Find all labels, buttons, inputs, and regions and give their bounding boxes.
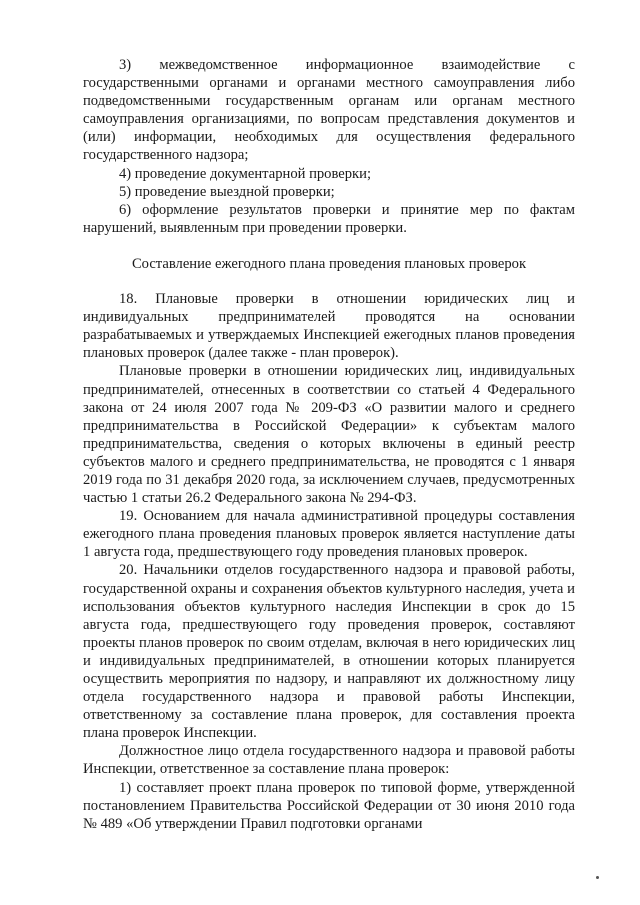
- paragraph-20-item-1: 1) составляет проект плана проверок по типовой форме, утвержденной постановлением Правительства Российской Федерации от 30 июня 2010 года № 489 «Об утверждении Правил подготовки органами: [83, 779, 575, 832]
- scan-speck: [596, 876, 599, 879]
- list-item-6: 6) оформление результатов проверки и принятие мер по фактам нарушений, выявленным при проведении проверки.: [83, 201, 575, 236]
- list-item-4: 4) проведение документарной проверки;: [119, 165, 372, 182]
- paragraph-18: 18. Плановые проверки в отношении юридических лиц и индивидуальных предпринимателей проводятся на основании разрабатываемых и утверждаемых Инспекцией ежегодных планов проведения плановых проверок (далее также - план проверок).: [83, 291, 575, 362]
- paragraph-19: 19. Основанием для начала административной процедуры составления ежегодного плана проведения плановых проверок является наступление даты 1 августа года, предшествующего году проведения плановых проверок.: [83, 508, 575, 561]
- list-item-5: 5) проведение выездной проверки;: [119, 183, 335, 200]
- paragraph-20: 20. Начальники отделов государственного надзора и правовой работы, государственной охраны и сохранения объектов культурного наследия, учета и использования объектов культурного наследия Инспекции в срок до 15 августа года, предшествующего году проведения проверок, составляют проекты планов проверок по своим отделам, включая в него юридических лиц и индивидуальных предпринимателей, в отношении которых планируется осуществить мероприятия по надзору, и направляют их должностному лицу отдела государственного надзора и правовой работы Инспекции, ответственному за составление плана проверок, для составления проекта плана проверок Инспекции.: [83, 562, 575, 742]
- section-heading: Составление ежегодного плана проведения плановых проверок: [131, 255, 527, 272]
- paragraph-18-cont: Плановые проверки в отношении юридических лиц, индивидуальных предпринимателей, отнесенных в соответствии со статьей 4 Федерального закона от 24 июля 2007 года № 209-ФЗ «О развитии малого и среднего предпринимательства в Российской Федерации» к субъектам малого предпринимательства, сведения о которых включены в единый реестр субъектов малого и среднего предпринимательства, не проводятся с 1 января 2019 года по 31 декабря 2020 года, за исключением случаев, предусмотренных частью 1 статьи 26.2 Федерального закона № 294-ФЗ.: [83, 363, 575, 507]
- paragraph-20-cont: Должностное лицо отдела государственного надзора и правовой работы Инспекции, ответственное за составление плана проверок:: [83, 743, 575, 778]
- document-page: [83, 56, 575, 833]
- list-item-3: 3) межведомственное информационное взаимодействие с государственными органами и органами местного самоуправления либо подведомственными государственным органам или органам местного самоуправления организациями, по вопросам представления документов и (или) информации, необходимых для осуществления федерального государственного надзора;: [83, 57, 575, 164]
